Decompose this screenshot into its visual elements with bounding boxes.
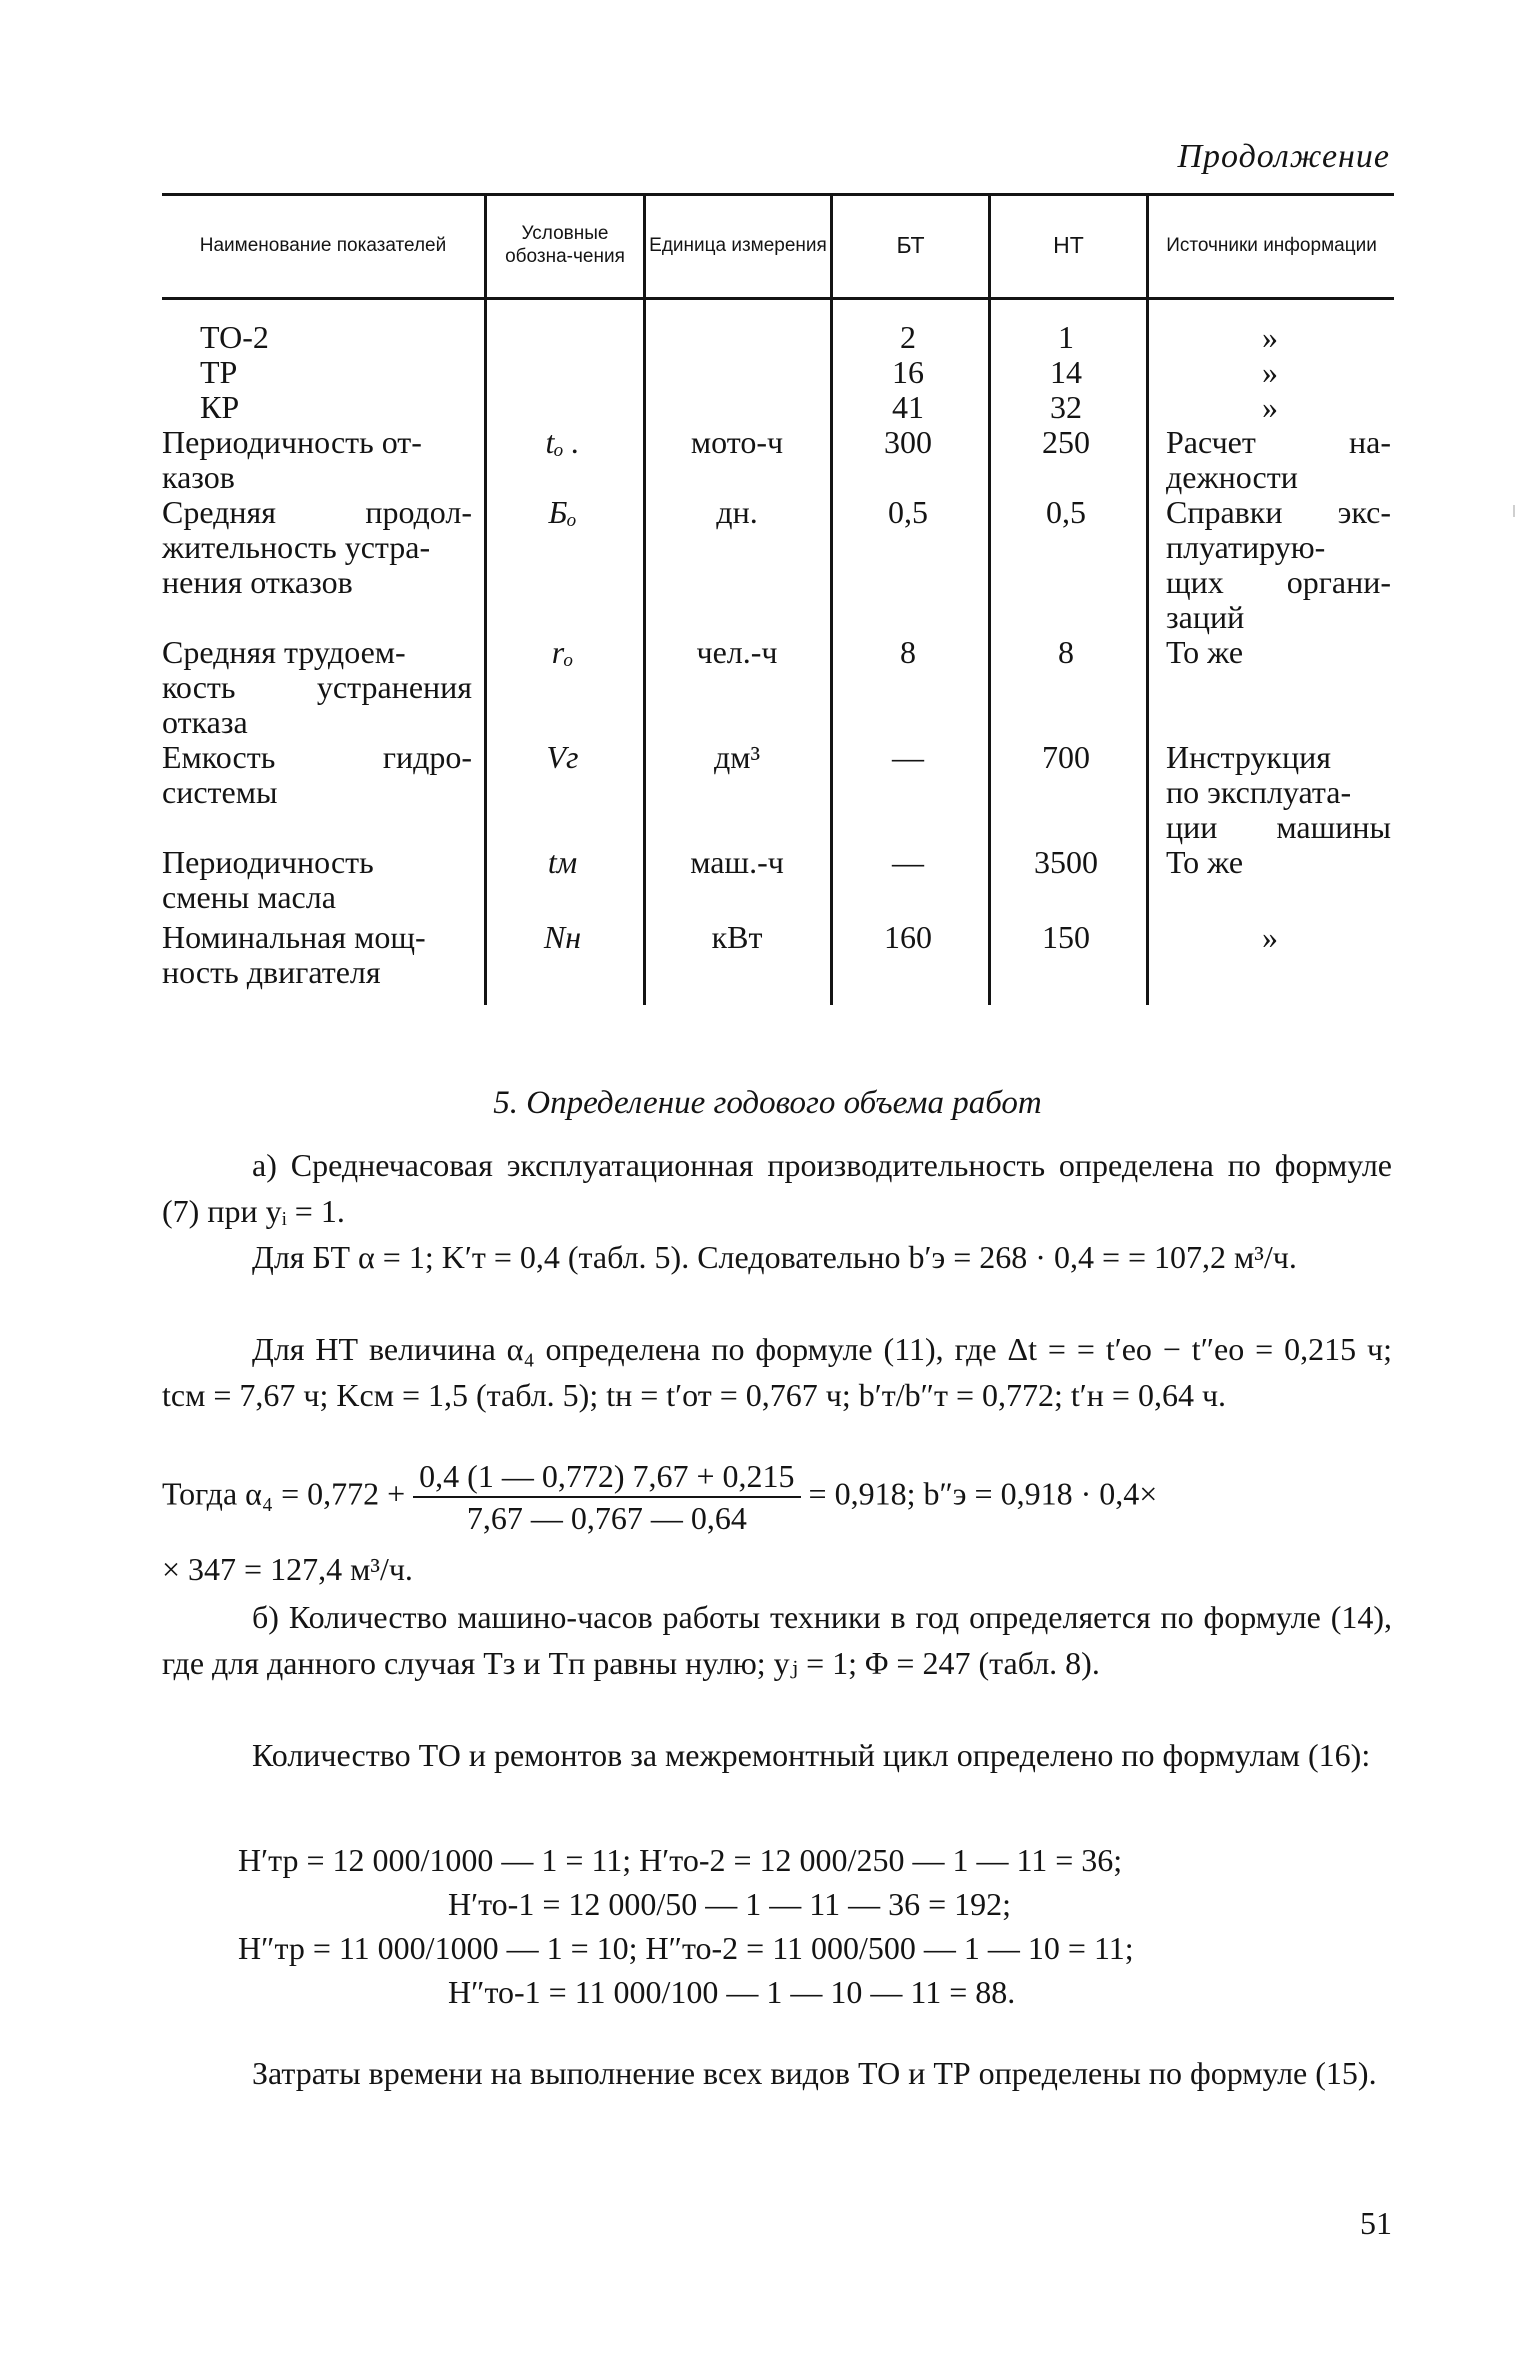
header-bt: БТ	[896, 231, 925, 258]
row-nt: 32	[1050, 389, 1082, 425]
row-symbol: rₒ	[551, 634, 574, 670]
equation: H′тр = 12 000/1000 — 1 = 11; H′то-2 = 12 000/250 — 1 — 11 = 36;	[238, 1842, 1123, 1878]
section-heading: 5. Определение годового объема работ	[493, 1085, 1042, 1121]
row-bt: —	[892, 739, 924, 775]
table-col-divider	[1146, 193, 1149, 1005]
row-source: Расчет на- дежности	[1166, 424, 1391, 495]
row-bt: 2	[900, 319, 916, 355]
row-nt: 250	[1042, 424, 1090, 460]
row-bt: 300	[884, 424, 932, 460]
row-symbol: tₒ .	[545, 424, 580, 460]
row-source: То же	[1166, 634, 1244, 670]
row-symbol: Nн	[543, 919, 582, 955]
continuation-label: Продолжение	[1177, 138, 1390, 175]
equation: H″то-1 = 11 000/100 — 1 — 10 — 11 = 88.	[448, 1974, 1016, 2010]
row-bt: 160	[884, 919, 932, 955]
table-col-divider	[643, 193, 646, 1005]
row-bt: 16	[892, 354, 924, 390]
row-unit: дм³	[713, 739, 761, 775]
row-nt: 8	[1058, 634, 1074, 670]
row-source: Инструкция по эксплуата- ции машины	[1166, 739, 1391, 845]
row-name: Номинальная мощ- ность двигателя	[162, 919, 426, 990]
paragraph: Затраты времени на выполнение всех видов ТО и ТР определены по формуле (15).	[252, 2055, 1377, 2091]
row-nt: 150	[1042, 919, 1090, 955]
row-nt: 3500	[1034, 844, 1098, 880]
row-symbol: Бₒ	[548, 494, 577, 530]
row-source: »	[1262, 354, 1278, 390]
row-name: Периодичность смены масла	[162, 844, 374, 915]
row-source: »	[1262, 919, 1278, 955]
table-col-divider	[988, 193, 991, 1005]
header-name: Наименование показателей	[199, 234, 447, 256]
row-symbol: Vг	[546, 739, 579, 775]
row-bt: 41	[892, 389, 924, 425]
row-unit: кВт	[711, 919, 763, 955]
row-bt: 8	[900, 634, 916, 670]
scan-mark	[1513, 505, 1515, 517]
page-number: 51	[1360, 2205, 1392, 2241]
row-name: ТР	[200, 354, 238, 390]
row-nt: 700	[1042, 739, 1090, 775]
header-source: Источники информации	[1166, 234, 1377, 256]
row-name: Средняя продол- жительность устра- нения отказов	[162, 494, 472, 600]
row-unit: дн.	[716, 494, 758, 530]
paragraph: Количество ТО и ремонтов за межремонтный цикл определено по формулам (16):	[252, 1737, 1371, 1773]
row-source: »	[1262, 389, 1278, 425]
paragraph: × 347 = 127,4 м³/ч.	[162, 1551, 413, 1587]
equation: H″тр = 11 000/1000 — 1 = 10; H″то-2 = 11 000/500 — 1 — 10 = 11;	[238, 1930, 1134, 1966]
row-source: То же	[1166, 844, 1244, 880]
row-name: Емкость гидро- системы	[162, 739, 472, 810]
paragraph: а) Среднечасовая эксплуатационная производительность определена по формуле (7) при yᵢ = 1.	[162, 1147, 1392, 1229]
row-name: Периодичность от- казов	[162, 424, 422, 495]
row-symbol: tм	[547, 844, 578, 880]
row-unit: маш.-ч	[690, 844, 784, 880]
row-source: Справки экс- плуатирую- щих органи- заций	[1166, 494, 1391, 635]
equation: H′то-1 = 12 000/50 — 1 — 11 — 36 = 192;	[448, 1886, 1012, 1922]
row-bt: 0,5	[888, 494, 928, 530]
table-col-divider	[830, 193, 833, 1005]
parameters-table	[162, 193, 1394, 1013]
paragraph: б) Количество машино-часов работы техники в год определяется по формуле (14), где для данного случая Tз и Tп равны нулю; yⱼ = 1; Φ = 247 (табл. 8).	[162, 1599, 1392, 1681]
formula-alpha: Тогда α₄ = 0,772 + $\frac{0,4 (1 — 0,772) 7,67 + 0,215}{7,67 — 0,767 — 0,64}$ = 0,918; b″э = 0,918 · 0,4×	[162, 1458, 1158, 1536]
row-name: КР	[200, 389, 240, 425]
row-bt: —	[892, 844, 924, 880]
row-nt: 0,5	[1046, 494, 1086, 530]
row-unit: чел.-ч	[696, 634, 778, 670]
row-source: »	[1262, 319, 1278, 355]
header-unit: Единица измерения	[649, 234, 827, 256]
row-unit: мото-ч	[690, 424, 784, 460]
row-name: ТО-2	[200, 319, 269, 355]
row-nt: 14	[1050, 354, 1082, 390]
row-nt: 1	[1058, 319, 1074, 355]
paragraph: Для НТ величина α₄ определена по формуле (11), где Δt = = t′ео − t″ео = 0,215 ч; tсм = 7,67 ч; Kсм = 1,5 (табл. 5); tн = t′от = 0,767 ч; b′т/b″т = 0,772; t′н = 0,64 ч.	[162, 1331, 1392, 1413]
fraction: $\frac{0,4 (1 — 0,772) 7,67 + 0,215}{7,67 — 0,767 — 0,64}$	[413, 1456, 800, 1538]
row-name: Средняя трудоем- кость устранения отказа	[162, 634, 472, 740]
header-symbol: Условные обозна-чения	[505, 223, 625, 267]
table-header-rule	[162, 297, 1394, 300]
paragraph: Для БТ α = 1; K′т = 0,4 (табл. 5). Следовательно b′э = 268 · 0,4 = = 107,2 м³/ч.	[252, 1239, 1297, 1275]
header-nt: НТ	[1053, 231, 1084, 258]
table-col-divider	[484, 193, 487, 1005]
